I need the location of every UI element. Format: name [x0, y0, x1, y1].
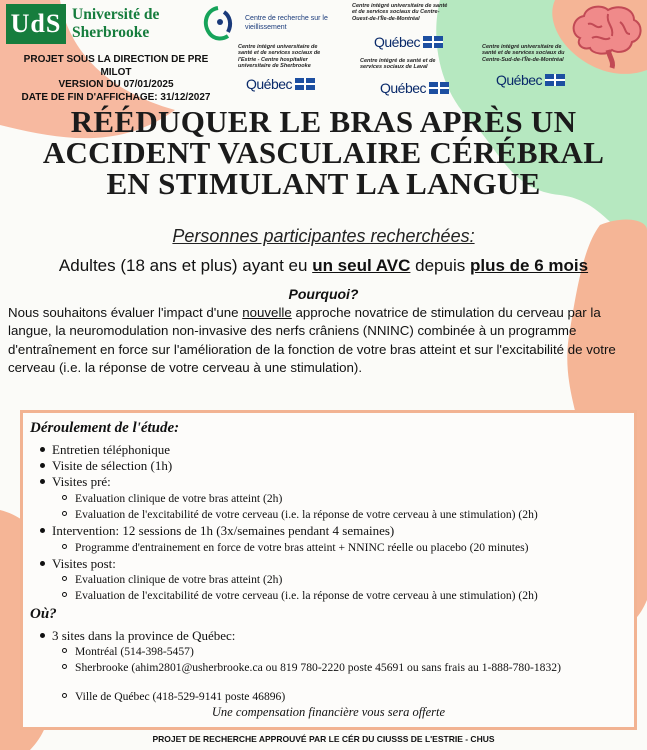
- compensation-note: Une compensation financière vous sera offerte: [211, 705, 446, 719]
- quebec-flag-icon: [545, 74, 565, 86]
- sub-item: Evaluation clinique de votre bras atteint (2h): [62, 573, 282, 587]
- list-item: Entretien téléphonique: [40, 442, 170, 457]
- recruitment-criteria: Adultes (18 ans et plus) ayant eu un seul AVC depuis plus de 6 mois: [58, 256, 589, 275]
- footer-approval: PROJET DE RECHERCHE APPROUVÉ PAR LE CÉR DU CIUSSS DE L'ESTRIE - CHUS: [152, 734, 495, 744]
- list-item: 3 sites dans la province de Québec:: [40, 628, 235, 643]
- why-paragraph: Nous souhaitons évaluer l'impact d'une nouvelle approche novatrice de stimulation du cerveau par la langue, la neuromodulation non-invasive des nerfs crâniens (NNINC) combinée à un programme d'entraînement en force sur l'amélioration de la fonction de votre bras atteint et sur l'excitabilité de votre cerveau (i.e. la réponse de votre cerveau à une stimulation).: [8, 305, 616, 375]
- title-line: RÉÉDUQUER LE BRAS APRÈS UN: [70, 104, 577, 139]
- project-version: VERSION DU 07/01/2025: [58, 79, 174, 90]
- study-heading: Déroulement de l'étude:: [30, 420, 180, 436]
- ciusss-comtl-text: Centre intégré universitaire de santé et de services sociaux du Centre-Ouest-de-l'Île-de-Montréal: [352, 3, 448, 22]
- project-info: [8, 54, 224, 104]
- sub-item: Evaluation clinique de votre bras atteint (2h): [62, 492, 282, 506]
- crv-logo-icon: [200, 4, 236, 44]
- sub-item: Evaluation de l'excitabilité de votre cerveau (i.e. la réponse de votre cerveau à une stimulation) (2h): [62, 589, 538, 603]
- sub-item: Evaluation de l'excitabilité de votre cerveau (i.e. la réponse de votre cerveau à une stimulation) (2h): [62, 508, 538, 522]
- project-director: PROJET SOUS LA DIRECTION DE PRE MILOT: [23, 54, 209, 78]
- project-end-date: DATE DE FIN D'AFFICHAGE: 31/12/2027: [21, 91, 211, 103]
- title-line: ACCIDENT VASCULAIRE CÉRÉBRAL: [42, 135, 605, 170]
- site-sherbrooke: Sherbrooke (ahim2801@usherbrooke.ca ou 819 780-2220 poste 45691 ou sans frais au 1-888-780-1832): [62, 661, 622, 675]
- sub-item: Programme d'entrainement en force de votre bras atteint + NNINC réelle ou placebo (20 minutes): [62, 541, 529, 555]
- title-line: EN STIMULANT LA LANGUE: [106, 166, 541, 201]
- crv-text: Centre de recherche sur le vieillissement: [245, 15, 328, 31]
- quebec-flag-icon: [295, 78, 315, 90]
- list-item: Visites post:: [40, 556, 116, 571]
- page-title: [10, 106, 637, 199]
- ciusss-csmtl-text: Centre intégré universitaire de santé et de services sociaux du Centre-Sud-de-l'Île-de-Montréal: [482, 44, 565, 63]
- quebec-logo-comtl: Québec: [374, 34, 443, 50]
- why-heading: Pourquoi?: [288, 286, 359, 302]
- list-item: Intervention: 12 sessions de 1h (3x/semaines pendant 4 semaines): [40, 523, 394, 538]
- ciusss-estrie-text: Centre intégré universitaire de santé et de services sociaux de l'Estrie - Centre hospitalier universitaire de Sherbrooke: [238, 44, 321, 69]
- list-item: Visites pré:: [40, 474, 111, 489]
- brain-icon: [568, 4, 644, 70]
- uds-name: Université de Sherbrooke: [72, 6, 160, 41]
- ciusss-laval-text: Centre intégré de santé et de services sociaux de Laval: [360, 58, 436, 71]
- quebec-logo-csmtl: Québec: [496, 72, 565, 88]
- quebec-flag-icon: [423, 36, 443, 48]
- site-quebec: Ville de Québec (418-529-9141 poste 46896): [62, 690, 285, 704]
- quebec-logo-laval: Québec: [380, 80, 449, 96]
- quebec-logo-estrie: Québec: [246, 76, 315, 92]
- uds-logo: UdS: [6, 4, 66, 44]
- where-heading: Où?: [30, 606, 57, 622]
- list-item: Visite de sélection (1h): [40, 458, 172, 473]
- recruitment-heading: Personnes participantes recherchées:: [172, 226, 475, 246]
- quebec-flag-icon: [429, 82, 449, 94]
- site-montreal: Montréal (514-398-5457): [62, 645, 194, 659]
